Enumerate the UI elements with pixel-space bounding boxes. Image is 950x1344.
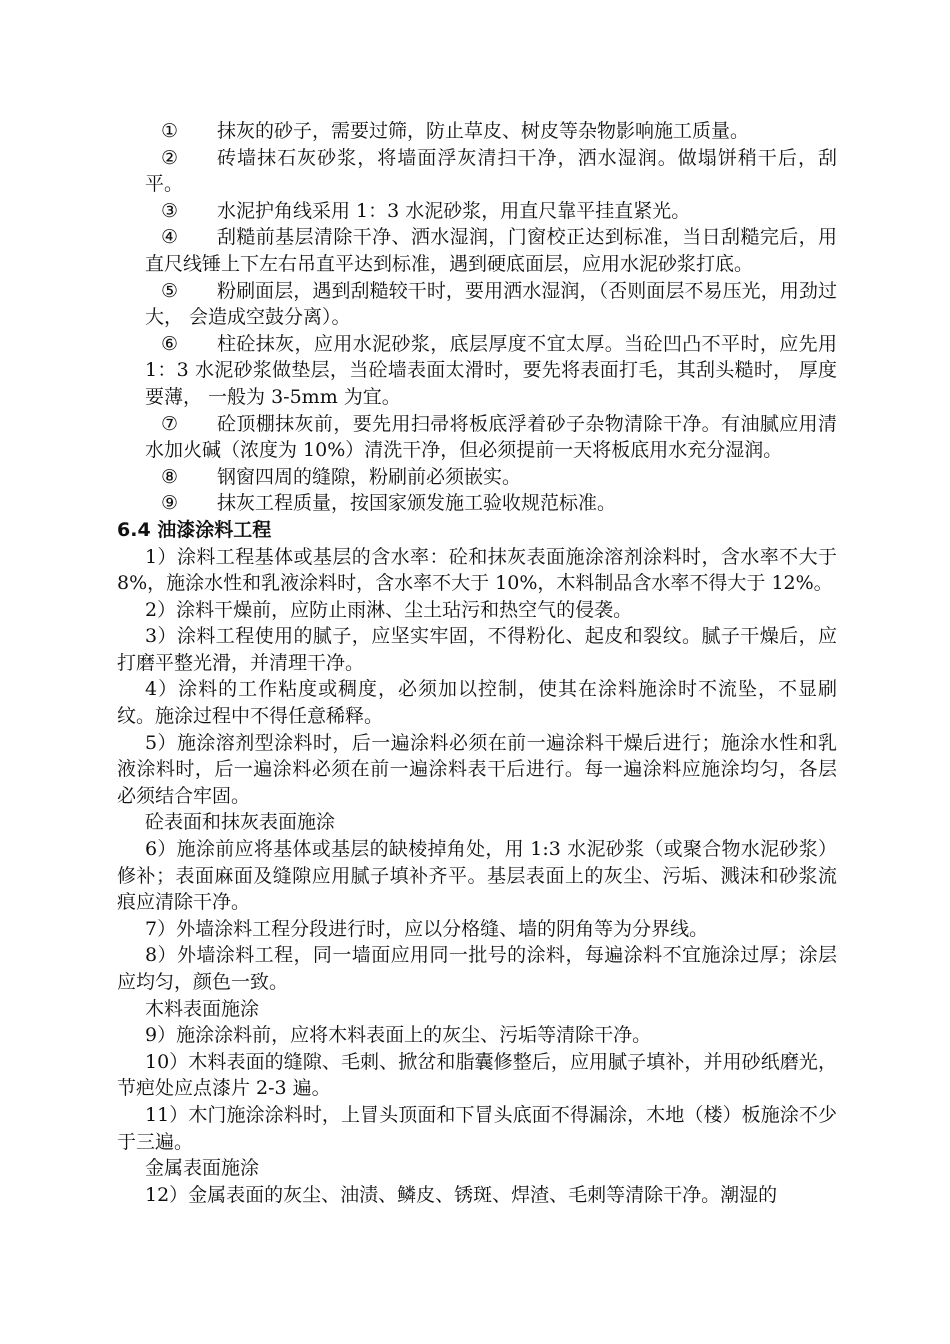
- paragraph: 11）木门施涂涂料时，上冒头顶面和下冒头底面不得漏涂，木地（楼）板施涂不少于三遍。: [117, 1103, 837, 1153]
- list-item-number: ④: [161, 226, 179, 249]
- paragraph: 8）外墙涂料工程，同一墙面应用同一批号的涂料，每遍涂料不宜施涂过厚；涂层应均匀，颜色一致。: [117, 944, 837, 993]
- document-body: [117, 118, 837, 1208]
- section-heading: 6.4 油漆涂料工程: [117, 518, 272, 541]
- subheading: 砼表面和抹灰表面施涂: [145, 811, 336, 834]
- paragraph: 4）涂料的工作粘度或稠度，必须加以控制，使其在涂料施涂时不流坠，不显刷纹。施涂过程中不得任意稀释。: [117, 678, 837, 728]
- list-item-number: ⑦: [161, 412, 179, 435]
- paragraph: 12）金属表面的灰尘、油渍、鳞皮、锈斑、焊渣、毛刺等清除干净。潮湿的: [145, 1183, 778, 1206]
- list-item-number: ⑨: [161, 492, 179, 515]
- list-item-text: 抹灰的砂子，需要过筛，防止草皮、树皮等杂物影响施工质量。: [217, 120, 750, 142]
- paragraph: 7）外墙涂料工程分段进行时，应以分格缝、墙的阴角等为分界线。: [145, 917, 709, 940]
- paragraph: 1）涂料工程基体或基层的含水率：砼和抹灰表面施涂溶剂涂料时，含水率不大于 8%，施涂水性和乳液涂料时，含水率不大于 10%，木料制品含水率不得大于 12%。: [117, 545, 837, 595]
- list-item-number: ⑥: [161, 332, 179, 355]
- paragraph: 5）施涂溶剂型涂料时，后一遍涂料必须在前一遍涂料干燥后进行；施涂水性和乳液涂料时，后一遍涂料必须在前一遍涂料表干后进行。每一遍涂料应施涂均匀，各层必须结合牢固。: [117, 731, 837, 807]
- list-item: [117, 224, 837, 277]
- list-item-number: ①: [161, 120, 179, 142]
- list-item: [117, 198, 837, 225]
- list-item-text: 砖墙抹石灰砂浆，将墙面浮灰清扫干净，洒水湿润。做塌饼稍干后，刮平。: [145, 146, 837, 196]
- list-item-number: ⑧: [161, 465, 179, 488]
- list-item-text: 砼顶棚抹灰前，要先用扫帚将板底浮着砂子杂物清除干净。有油腻应用清水加火碱（浓度为 10%）清洗干净，但必须提前一天将板底用水充分湿润。: [145, 412, 837, 462]
- list-item-text: 水泥护角线采用 1：3 水泥砂浆，用直尺靠平挂直紧光。: [217, 199, 691, 222]
- list-item: [117, 118, 837, 145]
- numbered-list: [117, 118, 837, 517]
- list-item-number: ②: [161, 146, 179, 169]
- list-item-text: 刮糙前基层清除干净、洒水湿润，门窗校正达到标准，当日刮糙完后，用直尺线锤上下左右吊直平达到标准，遇到硬底面层，应用水泥砂浆打底。: [145, 226, 837, 275]
- list-item-number: ③: [161, 199, 179, 222]
- list-item: [117, 278, 837, 331]
- paragraph: 3）涂料工程使用的腻子，应坚实牢固，不得粉化、起皮和裂纹。腻子干燥后，应打磨平整光滑，并清理干净。: [117, 625, 837, 674]
- list-item-number: ⑤: [161, 279, 179, 302]
- list-item-text: 柱砼抹灰，应用水泥砂浆，底层厚度不宜太厚。当砼凹凸不平时，应先用 1：3 水泥砂浆做垫层，当砼墙表面太滑时，要先将表面打毛，其刮头糙时， 厚度要薄， 一般为 3-5mm 为宜。: [145, 332, 837, 408]
- list-item: [117, 464, 837, 491]
- list-item-text: 钢窗四周的缝隙，粉刷前必须嵌实。: [217, 465, 522, 488]
- list-item-text: 粉刷面层，遇到刮糙较干时，要用洒水湿润，（否则面层不易压光，用劲过大， 会造成空鼓分离）。: [145, 279, 837, 329]
- list-item: [117, 411, 837, 464]
- paragraph: 10）木料表面的缝隙、毛刺、掀岔和脂囊修整后，应用腻子填补，并用砂纸磨光，节疤处应点漆片 2-3 遍。: [117, 1050, 837, 1100]
- paragraph: 2）涂料干燥前，应防止雨淋、尘土玷污和热空气的侵袭。: [145, 598, 633, 621]
- list-item-text: 抹灰工程质量，按国家颁发施工验收规范标准。: [217, 492, 617, 515]
- list-item: [117, 331, 837, 411]
- section-body: [117, 544, 837, 1209]
- list-item: [117, 145, 837, 198]
- list-item: [117, 490, 837, 517]
- subheading: 木料表面施涂: [145, 997, 260, 1020]
- paragraph: 6）施涂前应将基体或基层的缺棱掉角处，用 1:3 水泥砂浆（或聚合物水泥砂浆）修补；表面麻面及缝隙应用腻子填补齐平。基层表面上的灰尘、污垢、溅沫和砂浆流痕应清除干净。: [117, 838, 837, 914]
- paragraph: 9）施涂涂料前，应将木料表面上的灰尘、污垢等清除干净。: [145, 1024, 652, 1047]
- subheading: 金属表面施涂: [145, 1157, 260, 1180]
